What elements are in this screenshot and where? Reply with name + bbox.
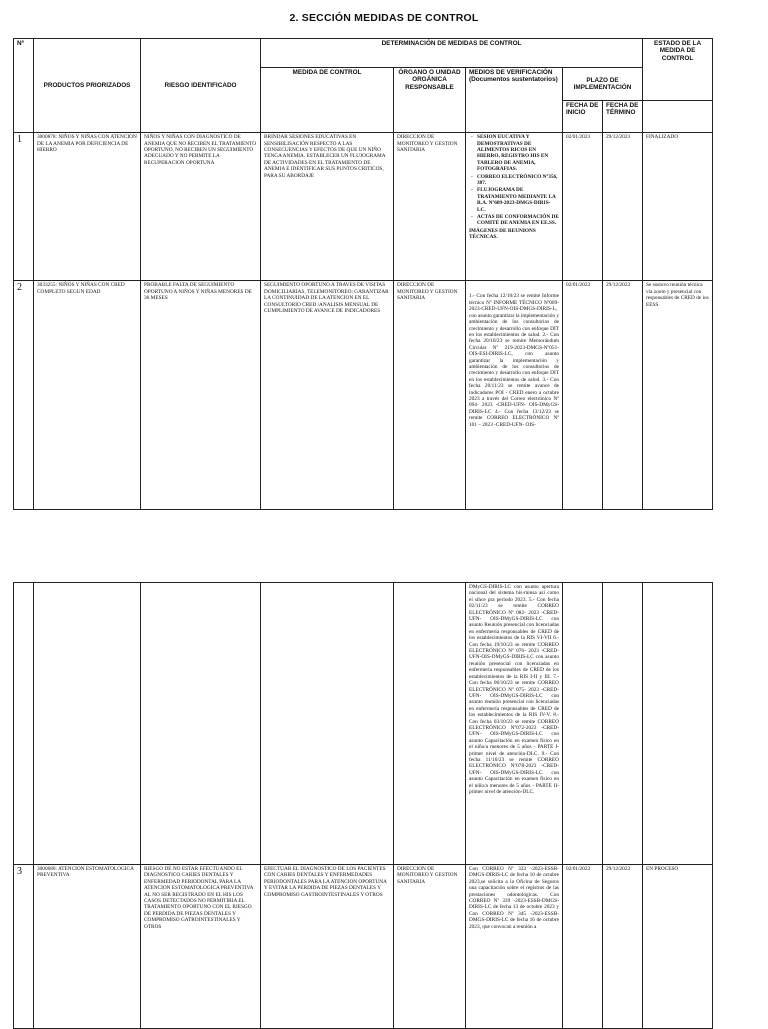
control-measures-table — [13, 38, 713, 510]
row-termino: 29/12/2023 — [603, 133, 643, 281]
row-inicio: 02/01/2023 — [563, 281, 603, 510]
row-producto-blank — [34, 583, 141, 865]
row-medida: EFECTUAR EL DIAGNOSTICO DE LOS PACIENTES CON CARIES DENTALES Y ENFERMEDADES PERIODONTALES PARA LA ATENCION OPORTUNA Y EVITAR LA PERDIDA DE PIEZAS DENTALES Y COMPROMISO GASTROINTESTINALES Y OTROS — [261, 865, 394, 1029]
header-organo: ÓRGANO O UNIDAD ORGÁNICA RESPONSABLE — [394, 68, 466, 133]
table-row — [14, 583, 713, 865]
row-medida: SEGUIMIENTO OPORTUNO A TRAVES DE VISITAS DOMICILIARIAS, TELEMONITOREO: GARANTIZAR LA CONTINUIDAD DE LA ATENCION EN EL CONSULTORIO CRED /ANALISIS MENSUAL DE CUMPLIMIENTO DE AVANCE DE INDICADORES — [261, 281, 394, 510]
header-num: Nº — [14, 39, 34, 133]
table-row — [14, 133, 713, 281]
row-medios: 1.- Con fecha 12/10/23 se remite Informe técnico Nº INFORME TÉCNICO Nº009-2023-CRED-UFN-OIS-DMGS-DIRIS-L, con asunto garantizar la implementación y ambientación de los consultorios de crecimiento y desarrollo con enfoque DIT en los establecimientos de salud. 2.- Con fecha 20/10/23 se remite Memorándum Circular Nº 219-2023-DMGS-Nº051-OIS-ESI-DIRIS-LC, con asunto garantizar la implementación y ambientación de los consultorios de crecimiento y desarrollo con enfoque DIT en los establecimientos de salud. 3.- Con fecha 20/11/23 se remite avance de indicadores POI - CRED enero a octubre 2023 a través del Correo electrónico Nº 094- 2023 -CRED-UFN- OIS-DMyGS-DIRIS-LC 4.- Con fecha 13/12/23 se remite CORREO ELECTRÓNICO Nº 101 – 2023 -CRED-UFN- OIS- — [466, 281, 563, 510]
row-riesgo: NIÑOS Y NIÑAS CON DIAGNOSTICO DE ANEMIA QUE NO RECIBEN EL TRATAMIENTO OPORTUNO, NO RECIBEN UN SEGUIMIENTO ADECUADO Y NO PERMITE LA RECUPERACION OPORTUNA — [141, 133, 261, 281]
row-medida: BRINDAR SESIONES EDUCATIVAS EN SENSIBILISACIÓN RESPECTO A LAS CONSECUENCIAS Y EFECTOS DE QUE UN NIÑO TENGA ANEMIA. ESTABLECER UN FLUJOGRAMA DE ACTIVIDADES EN EL TRATAMIENTO DE ANEMIA E IDENTIFICAR SUS PUNTOS CRITICOS, PARA SU ABORDAJE — [261, 133, 394, 281]
row-medida-blank — [261, 583, 394, 865]
header-riesgo: RIESGO IDENTIFICADO — [141, 39, 261, 133]
row-riesgo: PROBABLE FALTA DE SEGUIMIENTO OPORTUNO A NIÑOS Y NIÑAS MENORES DE 36 MESES — [141, 281, 261, 510]
header-estado: ESTADO DE LA MEDIDA DE CONTROL — [643, 39, 713, 101]
row-inicio: 02/01/2023 — [563, 865, 603, 1029]
table-row — [14, 865, 713, 1029]
row-medios: Con CORREO Nº 333 -2023-ESSB-DMGS-DIRIS-LC de fecha 10 de octubre 2023,se solicita a la Oficina de Seguros una capacitación sobre el registros de las prestaciones odontológicas. Con CORREO Nº 339 -2023-ESSB-DMGS-DIRIS-LC de fecha 13 de octubre 2023 y Con CORREO Nº 345 -2023-ESSB-DMGS-DIRIS-LC de fecha 16 de octubre 2023, que convocan a reunión a — [466, 865, 563, 1029]
row-medios-continuation: DMyGS-DIRIS-LC con asunto apertura nacional del sistema his-minsa así como el sihce pra periodo 2023. 5.- Con fecha 02/11/23 se remite CORREO ELECTRÓNICO Nº 082- 2023 -CRED-UFN- OIS-DMyGS-DIRIS-LC con asunto Reunión presencial con licenciadas en enfermería responsables de CRED de los establecimientos de la RIS VI-VII 6.- Con fecha 19/10/23 se remite CORREO ELECTRÓNICO Nº 076- 2023 -CRED-UFN-OIS-DMyGS-DIRIS-LC con asunto reunión presencial con licenciadas en enfermería responsables de CRED de los establecimientos de la RIS I-II y III. 7.- Con fecha 06/10/23 se remite CORREO ELECTRÓNICO Nº 075- 2023 -CRED-UFN- OIS-DMyGS-DIRIS-LC con asunto reunión presencial con licenciadas en enfermería responsables de CRED de los establecimientos de la RIS IV-V. 8.- Con fecha 03/10/23 se remite CORREO ELECTRÓNICO Nº072-2023 -CRED-UFN- OIS-DMyGS-DIRIS-LC con asunto Capacitación en examen físico en el niño/a menores de 5 años - PARTE I-primer nivel de atención-DLC. 9.- Con fecha 11/10/23 se remite CORREO ELECTRÓNICO Nº078-2023 -CRED-UFN- OIS-DMyGS-DIRIS-LC con asunto Capacitación en examen físico en el niño/a menores de 5 años - PARTE II-primer nivel de atención-DLC. — [466, 583, 563, 865]
row-riesgo: RIESGO DE NO ESTAR EFECTUANDO EL DIAGNOSTICO CARIES DENTALES Y ENFERMEDAD PERIODONTAL PARA LA ATENCION ESTOMATOLOGICA PREVENTIVA AL NO SER REGISTRADO EN EL HIS LOS CASOS DETECTADOS NO PERMITIRIA EL TRATAMIENTO OPORTUNO CON EL RIESGO DE PERDIDA DE PIEZAS DENTALES Y COMPROMISO GATROINTESTINALES Y OTROS — [141, 865, 261, 1029]
row-producto: 3033255: NIÑOS Y NIÑAS CON CRED COMPLETO SEGUN EDAD — [34, 281, 141, 510]
header-determinacion: DETERMINACIÓN DE MEDIDAS DE CONTROL — [261, 39, 643, 68]
row-estado: FINALIZADO — [643, 133, 713, 281]
row-medios — [466, 133, 563, 281]
table-row — [14, 281, 713, 510]
control-measures-table-continued — [13, 582, 713, 1029]
header-plazo: PLAZO DE IMPLEMENTACIÓN — [563, 68, 643, 101]
row-producto: 3000878: NIÑOS Y NIÑAS CON ATENCION DE LA ANEMIA POR DEFICIENCIA DE HIERRO — [34, 133, 141, 281]
row-termino: 29/12/2023 — [603, 281, 643, 510]
row-inicio: 02/01/2023 — [563, 133, 603, 281]
row-inicio-blank — [563, 583, 603, 865]
row-organo: DIRECCION DE MONITOREO Y GESTION SANITARIA — [394, 281, 466, 510]
evidence-item: - ACTAS DE CONFORMACIÓN DE COMITÉ DE ANEMIA EN EE.SS. — [477, 214, 559, 227]
evidence-item: - FLUJOGRAMA DE TRATAMIENTO MEDIANTE LA R.A. Nº609-2023-DMGS-DIRIS-LC. — [477, 187, 559, 213]
row-termino-blank — [603, 583, 643, 865]
header-medios: MEDIOS DE VERIFICACIÓN (Documentos sustentatorios) — [466, 68, 563, 133]
row-estado: EN PROCESO — [643, 865, 713, 1029]
row-num: 3 — [14, 865, 34, 1029]
row-num-blank — [14, 583, 34, 865]
row-riesgo-blank — [141, 583, 261, 865]
row-organo: DIRECCION DE MONITOREO Y GESTION SANITARIA — [394, 133, 466, 281]
row-estado: Se sostuvo reunión técnica vía zoom y presencial con responsables de CRED de los EESS. — [643, 281, 713, 510]
header-estado-blank — [643, 101, 713, 133]
row-producto: 3000680: ATENCION ESTOMATOLOGICA PREVENTIVA — [34, 865, 141, 1029]
row-estado-blank — [643, 583, 713, 865]
row-organo-blank — [394, 583, 466, 865]
evidence-item: - CORREO ELECTRÓNICO Nº356, 387. — [477, 174, 559, 187]
header-inicio: FECHA DE INICIO — [563, 101, 603, 133]
header-productos: PRODUCTOS PRIORIZADOS — [34, 39, 141, 133]
row-organo: DIRECCION DE MONITOREO Y GESTION SANITARIA — [394, 865, 466, 1029]
evidence-extra: IMÁGENES DE REUNIONS TÉCNICAS. — [469, 227, 536, 241]
page-title: 2. SECCIÓN MEDIDAS DE CONTROL — [289, 12, 479, 24]
header-medida: MEDIDA DE CONTROL — [261, 68, 394, 133]
header-termino: FECHA DE TÉRMINO — [603, 101, 643, 133]
row-termino: 29/12/2023 — [603, 865, 643, 1029]
row-num: 2 — [14, 281, 34, 510]
evidence-item: - SESION EUCATIVA Y DEMOSTRATIVAS DE ALIMENTOS RICOS EN HIERRO, REGISTRO HIS EN TABLERO DE ANEMIA, FOTOGRAFIAS. — [477, 134, 559, 172]
row-num: 1 — [14, 133, 34, 281]
